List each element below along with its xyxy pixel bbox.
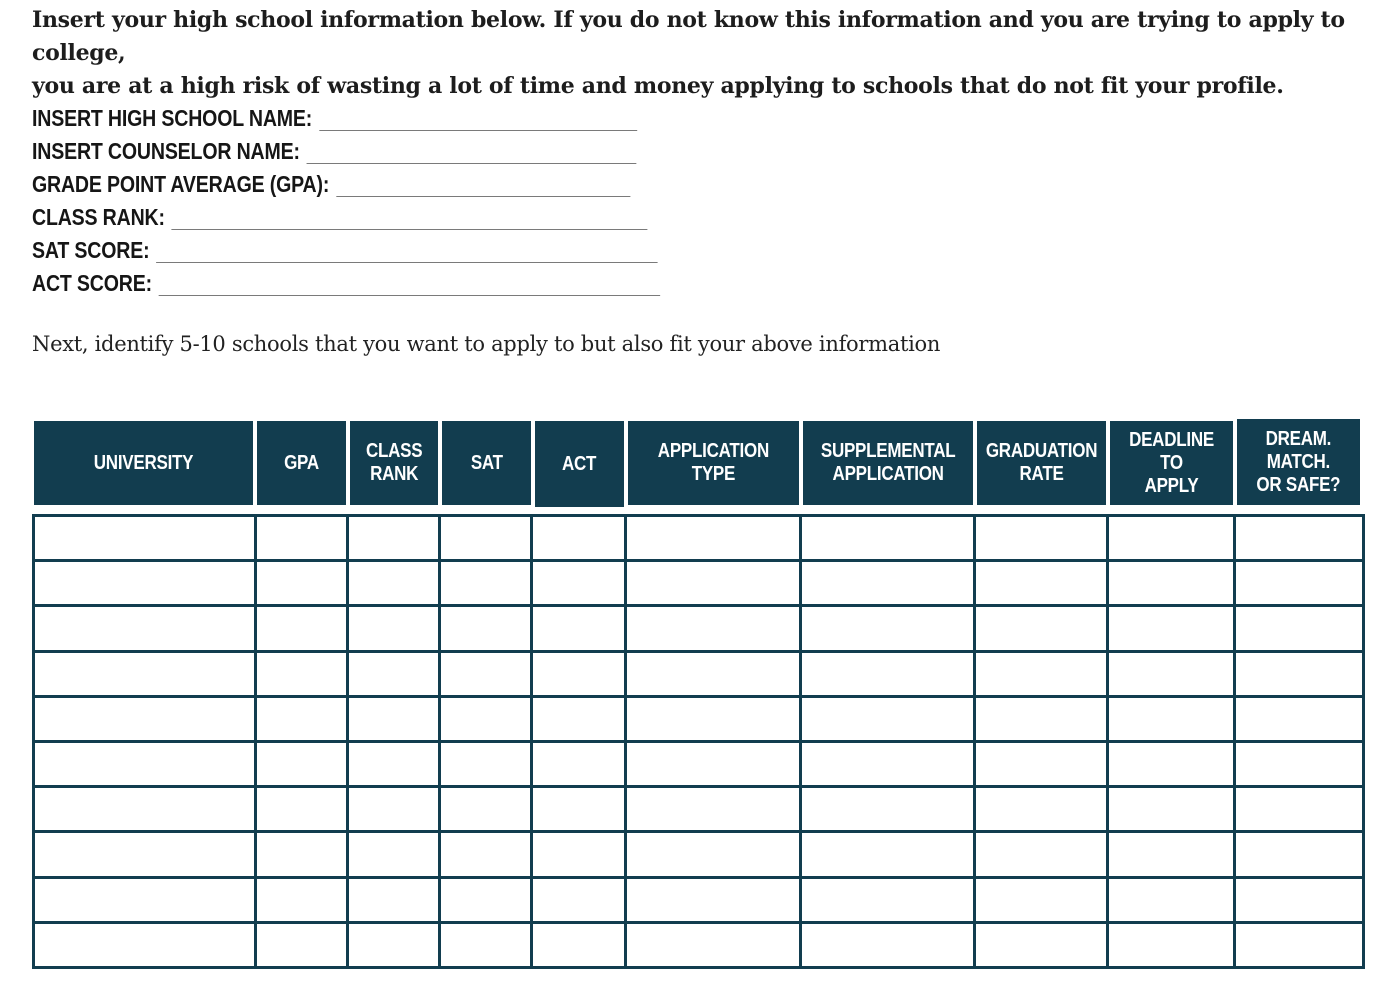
cell-act[interactable] xyxy=(532,877,626,922)
cell-application-type[interactable] xyxy=(626,516,801,561)
cell-act[interactable] xyxy=(532,561,626,606)
cell-gpa[interactable] xyxy=(256,832,348,877)
cell-sat[interactable] xyxy=(440,696,532,741)
cell-act[interactable] xyxy=(532,922,626,967)
cell-university[interactable] xyxy=(34,877,256,922)
header-sat: SAT xyxy=(442,421,531,505)
act-field xyxy=(32,267,660,300)
cell-class-rank[interactable] xyxy=(348,877,440,922)
cell-act[interactable] xyxy=(532,832,626,877)
cell-university[interactable] xyxy=(34,741,256,786)
cell-dream-match-safe[interactable] xyxy=(1235,877,1364,922)
cell-act[interactable] xyxy=(532,741,626,786)
intro-line-2: you are at a high risk of wasting a lot of time and money applying to schools that do not fit your profile. xyxy=(32,73,1284,99)
cell-dream-match-safe[interactable] xyxy=(1235,651,1364,696)
cell-application-type[interactable] xyxy=(626,606,801,651)
cell-gpa[interactable] xyxy=(256,741,348,786)
counselor-field xyxy=(32,135,660,168)
cell-act[interactable] xyxy=(532,516,626,561)
cell-act[interactable] xyxy=(532,696,626,741)
cell-graduation-rate[interactable] xyxy=(975,922,1108,967)
cell-gpa[interactable] xyxy=(256,696,348,741)
header-university: UNIVERSITY xyxy=(34,421,253,505)
table-row xyxy=(34,696,1364,741)
cell-sat[interactable] xyxy=(440,651,532,696)
cell-deadline[interactable] xyxy=(1108,787,1235,832)
counselor-label: INSERT COUNSELOR NAME: xyxy=(32,138,300,164)
cell-application-type[interactable] xyxy=(626,651,801,696)
act-label: ACT SCORE: xyxy=(32,270,152,296)
table-row xyxy=(34,741,1364,786)
cell-university[interactable] xyxy=(34,516,256,561)
cell-class-rank[interactable] xyxy=(348,741,440,786)
cell-graduation-rate[interactable] xyxy=(975,696,1108,741)
cell-act[interactable] xyxy=(532,651,626,696)
cell-university[interactable] xyxy=(34,787,256,832)
info-fields xyxy=(32,102,771,300)
cell-university[interactable] xyxy=(34,606,256,651)
cell-supplemental[interactable] xyxy=(801,787,975,832)
cell-gpa[interactable] xyxy=(256,922,348,967)
high-school-label: INSERT HIGH SCHOOL NAME: xyxy=(32,105,313,131)
cell-supplemental[interactable] xyxy=(801,922,975,967)
cell-deadline[interactable] xyxy=(1108,832,1235,877)
intro-paragraph xyxy=(32,4,1372,103)
class-rank-input-line[interactable] xyxy=(172,207,648,230)
cell-dream-match-safe[interactable] xyxy=(1235,606,1364,651)
cell-university[interactable] xyxy=(34,832,256,877)
sat-input-line[interactable] xyxy=(156,240,658,263)
cell-application-type[interactable] xyxy=(626,741,801,786)
cell-application-type[interactable] xyxy=(626,787,801,832)
cell-deadline[interactable] xyxy=(1108,651,1235,696)
cell-sat[interactable] xyxy=(440,832,532,877)
cell-class-rank[interactable] xyxy=(348,832,440,877)
header-gpa: GPA xyxy=(257,421,346,505)
cell-class-rank[interactable] xyxy=(348,606,440,651)
cell-application-type[interactable] xyxy=(626,561,801,606)
cell-application-type[interactable] xyxy=(626,877,801,922)
cell-supplemental[interactable] xyxy=(801,606,975,651)
table-row xyxy=(34,877,1364,922)
class-rank-label: CLASS RANK: xyxy=(32,204,165,230)
table-row xyxy=(34,561,1364,606)
cell-application-type[interactable] xyxy=(626,696,801,741)
header-class-rank: CLASS RANK xyxy=(350,421,438,505)
cell-dream-match-safe[interactable] xyxy=(1235,922,1364,967)
cell-class-rank[interactable] xyxy=(348,651,440,696)
act-input-line[interactable] xyxy=(159,273,661,296)
cell-dream-match-safe[interactable] xyxy=(1235,787,1364,832)
cell-sat[interactable] xyxy=(440,741,532,786)
cell-class-rank[interactable] xyxy=(348,516,440,561)
cell-dream-match-safe[interactable] xyxy=(1235,696,1364,741)
cell-sat[interactable] xyxy=(440,877,532,922)
gpa-input-line[interactable] xyxy=(336,174,630,197)
cell-class-rank[interactable] xyxy=(348,922,440,967)
cell-graduation-rate[interactable] xyxy=(975,651,1108,696)
schools-table xyxy=(32,514,1365,969)
gpa-label: GRADE POINT AVERAGE (GPA): xyxy=(32,171,330,197)
cell-graduation-rate[interactable] xyxy=(975,516,1108,561)
cell-dream-match-safe[interactable] xyxy=(1235,561,1364,606)
cell-gpa[interactable] xyxy=(256,561,348,606)
header-deadline-to-apply: DEADLINE TO APPLY xyxy=(1110,421,1233,505)
cell-sat[interactable] xyxy=(440,561,532,606)
header-dream-match-safe: DREAM. MATCH. OR SAFE? xyxy=(1237,419,1360,505)
cell-deadline[interactable] xyxy=(1108,561,1235,606)
cell-university[interactable] xyxy=(34,696,256,741)
cell-university[interactable] xyxy=(34,651,256,696)
cell-gpa[interactable] xyxy=(256,516,348,561)
cell-application-type[interactable] xyxy=(626,832,801,877)
cell-graduation-rate[interactable] xyxy=(975,832,1108,877)
cell-graduation-rate[interactable] xyxy=(975,877,1108,922)
cell-graduation-rate[interactable] xyxy=(975,561,1108,606)
sat-label: SAT SCORE: xyxy=(32,237,150,263)
cell-gpa[interactable] xyxy=(256,606,348,651)
gpa-field xyxy=(32,168,660,201)
sat-field xyxy=(32,234,660,267)
cell-class-rank[interactable] xyxy=(348,561,440,606)
cell-supplemental[interactable] xyxy=(801,651,975,696)
cell-application-type[interactable] xyxy=(626,922,801,967)
cell-deadline[interactable] xyxy=(1108,696,1235,741)
cell-graduation-rate[interactable] xyxy=(975,741,1108,786)
cell-supplemental[interactable] xyxy=(801,561,975,606)
cell-university[interactable] xyxy=(34,561,256,606)
cell-dream-match-safe[interactable] xyxy=(1235,832,1364,877)
cell-sat[interactable] xyxy=(440,606,532,651)
header-graduation-rate: GRADUATION RATE xyxy=(977,421,1106,505)
cell-deadline[interactable] xyxy=(1108,741,1235,786)
cell-act[interactable] xyxy=(532,787,626,832)
header-supplemental-application: SUPPLEMENTAL APPLICATION xyxy=(803,421,973,505)
cell-supplemental[interactable] xyxy=(801,516,975,561)
header-application-type: APPLICATION TYPE xyxy=(628,421,799,505)
intro-line-1: Insert your high school information below. If you do not know this information and you are trying to apply to college, xyxy=(32,7,1345,66)
cell-supplemental[interactable] xyxy=(801,877,975,922)
cell-act[interactable] xyxy=(532,606,626,651)
table-row xyxy=(34,787,1364,832)
cell-sat[interactable] xyxy=(440,516,532,561)
high-school-input-line[interactable] xyxy=(319,108,637,131)
cell-sat[interactable] xyxy=(440,787,532,832)
cell-class-rank[interactable] xyxy=(348,696,440,741)
cell-deadline[interactable] xyxy=(1108,516,1235,561)
cell-university[interactable] xyxy=(34,922,256,967)
class-rank-field xyxy=(32,201,660,234)
table-row xyxy=(34,832,1364,877)
cell-sat[interactable] xyxy=(440,922,532,967)
header-act: ACT xyxy=(535,421,624,507)
cell-graduation-rate[interactable] xyxy=(975,787,1108,832)
cell-supplemental[interactable] xyxy=(801,741,975,786)
table-row xyxy=(34,651,1364,696)
cell-deadline[interactable] xyxy=(1108,606,1235,651)
next-instruction: Next, identify 5-10 schools that you want to apply to but also fit your above information xyxy=(32,332,941,356)
cell-supplemental[interactable] xyxy=(801,832,975,877)
table-row xyxy=(34,922,1364,967)
cell-class-rank[interactable] xyxy=(348,787,440,832)
cell-gpa[interactable] xyxy=(256,877,348,922)
cell-gpa[interactable] xyxy=(256,651,348,696)
cell-deadline[interactable] xyxy=(1108,922,1235,967)
table-row xyxy=(34,606,1364,651)
cell-gpa[interactable] xyxy=(256,787,348,832)
table-row xyxy=(34,516,1364,561)
cell-dream-match-safe[interactable] xyxy=(1235,741,1364,786)
cell-dream-match-safe[interactable] xyxy=(1235,516,1364,561)
cell-deadline[interactable] xyxy=(1108,877,1235,922)
cell-supplemental[interactable] xyxy=(801,696,975,741)
counselor-input-line[interactable] xyxy=(307,141,637,164)
high-school-field xyxy=(32,102,660,135)
cell-graduation-rate[interactable] xyxy=(975,606,1108,651)
